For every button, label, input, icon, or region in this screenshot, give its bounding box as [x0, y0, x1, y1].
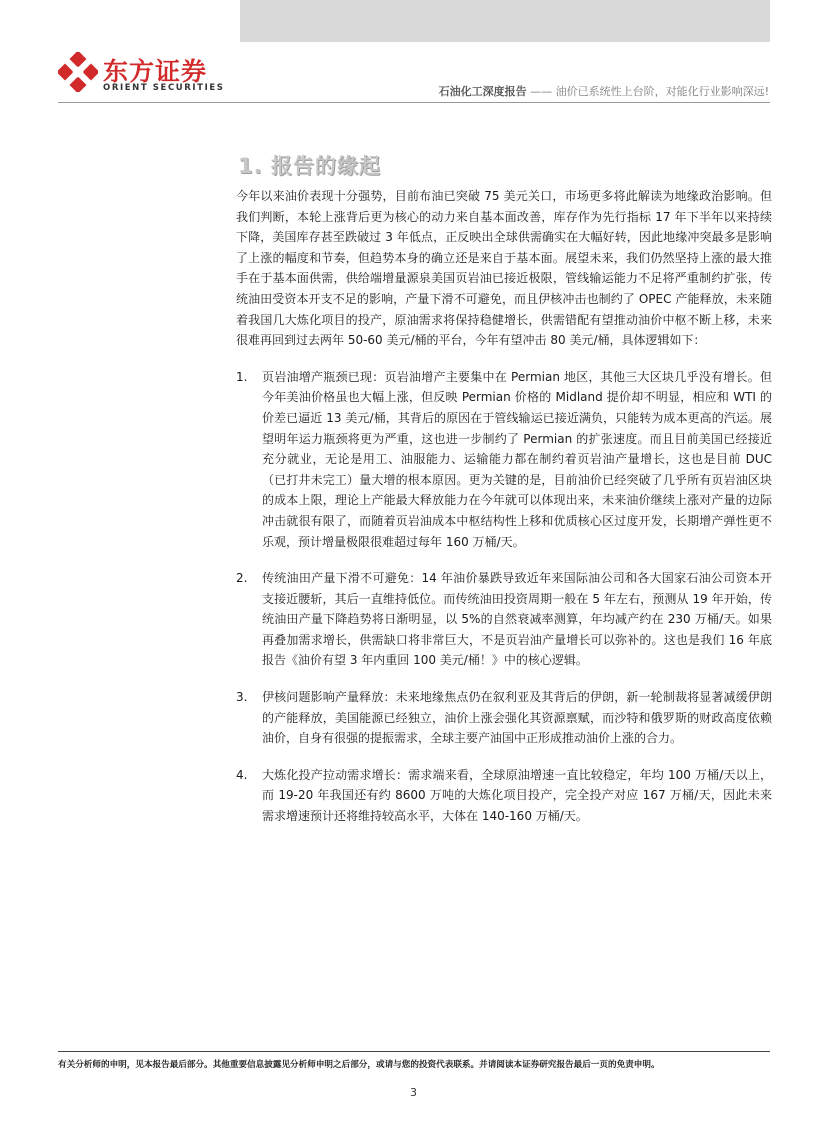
- list-item: [236, 687, 772, 749]
- disclaimer-note: 有关分析师的申明，见本报告最后部分。其他重要信息披露见分析师申明之后部分，或请与您的投资代表联系。并请阅读本证券研究报告最后一页的免责申明。: [58, 1060, 660, 1070]
- header-gray-bar: [240, 0, 770, 42]
- logic-list: [236, 367, 772, 827]
- section-title: 1. 报告的缘起: [238, 154, 381, 178]
- list-item-number: 1.: [236, 369, 248, 384]
- header-separator: ——: [526, 85, 556, 98]
- intro-paragraph: 今年以来油价表现十分强势，目前布油已突破 75 美元关口，市场更多将此解读为地缘政治影响。但我们判断，本轮上涨背后更为核心的动力来自基本面改善，库存作为先行指标 17 年下半年以来持续下降，美国库存甚至跌破过 3 年低点，正反映出全球供需确实在大幅好转，因此地缘冲突最多是影响了上涨的幅度和节奏，但趋势本身的确立还是来自于基本面。展望未来，我们仍然坚持上涨的最大推手在于基本面供需，供给端增量源泉美国页岩油已接近极限，管线输运能力不足将严重制约扩张，传统油田受资本开支不足的影响，产量下滑不可避免，而且伊核冲击也制约了 OPEC 产能释放，未来随着我国几大炼化项目的投产，原油需求将保持稳健增长，供需错配有望推动油价中枢不断上移，未来很难再回到过去两年 50-60 美元/桶的平台，今年有望冲击 80 美元/桶，具体逻辑如下：: [236, 189, 772, 348]
- list-item: [236, 568, 772, 671]
- list-item-number: 2.: [236, 571, 248, 586]
- list-item-text: 大炼化投产拉动需求增长：需求端来看，全球原油增速一直比较稳定，年均 100 万桶/天以上，而 19-20 年我国还有约 8600 万吨的大炼化项目投产，完全投产对应 167 万桶/天，因此未来需求增速预计还将维持较高水平，大体在 140-160 万桶/天。: [262, 767, 772, 824]
- report-header: [439, 83, 769, 99]
- report-type: 石油化工深度报告: [438, 85, 527, 98]
- list-item: [236, 765, 772, 827]
- footer-divider: [58, 1051, 770, 1052]
- list-item-text: 传统油田产量下滑不可避免：14 年油价暴跌导致近年来国际油公司和各大国家石油公司资本开支接近腰斩，其后一直维持低位。而传统油田投资周期一般在 5 年左右，预测从 19 年开始，传统油田产量下降趋势将日渐明显，以 5%的自然衰减率测算，年均减产约在 230 万桶/天。如果再叠加需求增长，供需缺口将非常巨大，不是页岩油产量增长可以弥补的。这也是我们 16 年底报告《油价有望 3 年内重回 100 美元/桶！》中的核心逻辑。: [262, 571, 772, 668]
- list-item-number: 4.: [236, 767, 248, 782]
- page-number: 3: [410, 1086, 417, 1099]
- header-divider: [58, 102, 770, 103]
- section-body: [236, 186, 772, 843]
- list-item: [236, 367, 772, 552]
- report-subtitle: 油价已系统性上台阶，对能化行业影响深远!: [555, 85, 769, 98]
- company-logo: [58, 52, 228, 96]
- logo-chinese-name: 东方证券: [103, 57, 208, 86]
- list-item-text: 页岩油增产瓶颈已现：页岩油增产主要集中在 Permian 地区，其他三大区块几乎没有增长。但今年美油价格虽也大幅上涨，但反映 Permian 价格的 Midland 提价却不明显，相应和 WTI 的价差已逼近 13 美元/桶，其背后的原因在于管线输运已接近满负，只能转为成本更高的汽运。展望明年运力瓶颈将更为严重，这也进一步制约了 Permian 的扩张速度。而且目前美国已经接近充分就业，无论是用工、油服能力、运输能力都在制约着页岩油产量增长，这也是目前 DUC（已打井未完工）量大增的根本原因。更为关键的是，目前油价已经突破了几乎所有页岩油区块的成本上限，理论上产能最大释放能力在今年就可以体现出来，未来油价继续上涨对产量的边际冲击就很有限了，而随着页岩油成本中枢结构性上移和优质核心区过度开发，长期增产弹性更不乐观，预计增量极限很难超过每年 160 万桶/天。: [262, 369, 772, 549]
- list-item-text: 伊核问题影响产量释放：未来地缘焦点仍在叙利亚及其背后的伊朗，新一轮制裁将显著减缓伊朗的产能释放，美国能源已经独立，油价上涨会强化其资源禀赋，而沙特和俄罗斯的财政高度依赖油价，自身有很强的提振需求，全球主要产油国中正形成推动油价上涨的合力。: [262, 690, 772, 746]
- list-item-number: 3.: [236, 690, 248, 705]
- orient-logo-icon: [58, 52, 98, 92]
- logo-english-name: ORIENT SECURITIES: [103, 83, 225, 93]
